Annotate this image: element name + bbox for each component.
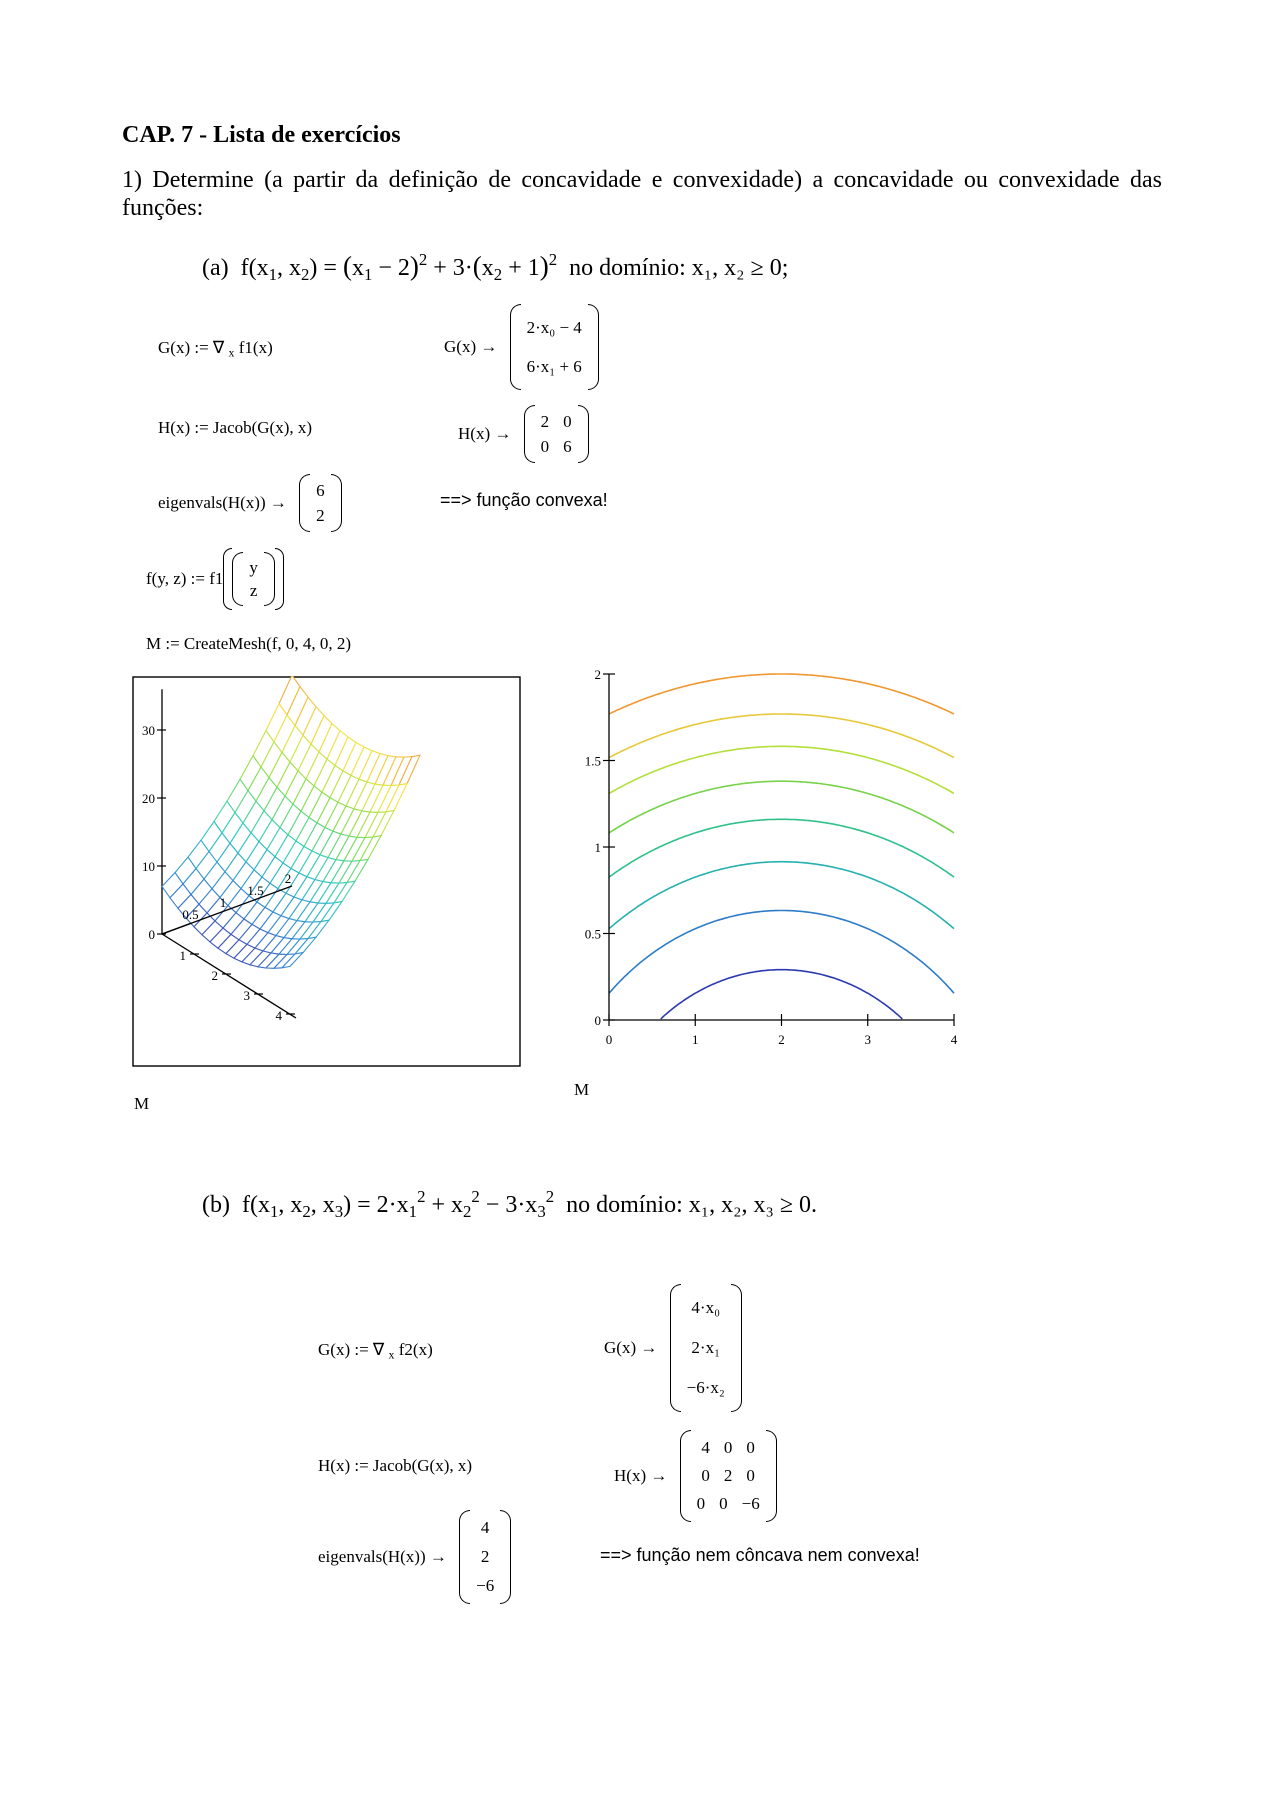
part-a-gradient-def: G(x) := ∇ $_x$ f1(x) [158,338,273,360]
surface-y-tick-label: 0.5 [182,907,199,922]
surface-z-tick-label: 10 [142,859,155,874]
part-b-domain: no domínio: x₁, x₂, x₃ ≥ 0. [566,1192,818,1219]
contour-y-tick-label: 0.5 [584,926,601,942]
contour-y-tick-label: 0 [594,1013,601,1028]
part-a-gradient-result: G(x) → 2·x₀ − 4 6·x₁ + 6 [444,304,599,390]
surface-y-tick-label: 1 [219,895,227,910]
contour-y-tick-label: 2 [594,667,601,682]
part-a-hessian-result: H(x) → 2 0 0 6 [458,405,589,463]
surface-z-tick-label: 0 [148,927,155,942]
contour-level-line [609,746,954,793]
contour-level-line [609,862,954,929]
part-a-formula: (a) $f(x_1$, $x_2) = (x_1 - 2)^2 + 3\cdot(x_2 + 1)^2$ no domínio: x₁, x₂ ≥ 0; [202,250,789,285]
contour-x-tick-label: 2 [778,1032,785,1047]
contour-y-tick-label: 1.5 [584,753,601,769]
part-a-hessian-def: H(x) := Jacob(G(x), x) [158,418,313,437]
part-a-mesh-def: M := CreateMesh(f, 0, 4, 0, 2) [146,634,352,653]
part-b-eigenvalues: eigenvals(H(x)) → 4 2 −6 [318,1510,511,1604]
contour-x-tick-label: 1 [692,1032,699,1047]
part-a-eigenvalues: eigenvals(H(x)) → 6 2 [158,474,342,532]
gb-row-1: 2·x₁ [691,1338,720,1357]
part-a-f-def: f(y, z) := f1 y z [146,548,284,610]
contour-x-tick-label: 3 [864,1032,871,1047]
surface-x-tick-label: 4 [275,1008,282,1023]
g-row-1: 6·x₁ + 6 [526,356,582,376]
g-row-0: 2·x₀ − 4 [526,317,582,337]
gb-row-2: −6·x₂ [686,1378,725,1397]
surface-x-tick-label: 1 [179,948,186,963]
contour-level-line [609,781,954,833]
contour-level-line [609,911,954,994]
surface-y-tick-label: 2 [284,871,292,886]
part-b-label: (b) [202,1192,230,1219]
part-b-gradient-def: G(x) := ∇ $_x$ f2(x) [318,1340,433,1362]
surface-z-tick-label: 20 [142,791,155,806]
surface-plot-label: M [134,1094,150,1113]
surface-z-tick-label: 30 [142,723,155,738]
contour-plot [565,664,965,1064]
surface-plot [132,676,522,1068]
contour-level-line [609,819,954,877]
contour-y-tick-label: 1 [594,840,601,855]
contour-x-tick-label: 0 [605,1032,613,1047]
part-b-formula: (b) $f(x_1$, $x_2$, $x_3) = 2\cdot x_1^2 + x_2^2 - 3\cdot x_3^2$ no domínio: x₁, x₂, x₃ ≥ 0. [202,1187,818,1222]
intro-paragraph: 1) Determine (a partir da definição de concavidade e convexidade) a concavidade ou convexidade das funções: [122,167,1162,221]
part-a-label: (a) [202,255,229,282]
gb-row-0: 4·x₀ [691,1298,720,1317]
part-a-domain: no domínio: x₁, x₂ ≥ 0; [569,255,789,282]
part-b-hessian-def: H(x) := Jacob(G(x), x) [318,1456,473,1475]
part-a-conclusion: ==> função convexa! [440,490,608,510]
contour-level-line [661,970,903,1019]
page-heading: CAP. 7 - Lista de exercícios [122,122,401,148]
surface-x-tick-label: 2 [211,968,218,983]
part-b-gradient-result: G(x) → 4·x₀ 2·x₁ −6·x₂ [604,1284,742,1412]
contour-level-line [609,674,954,714]
contour-plot-label: M [574,1080,590,1099]
part-b-hessian-result: H(x) → 4 0 0 0 2 0 0 0 −6 [614,1430,777,1522]
surface-x-tick-label: 3 [243,988,250,1003]
contour-level-line [609,714,954,758]
part-b-conclusion: ==> função nem côncava nem convexa! [600,1545,920,1565]
surface-y-tick-label: 1.5 [247,883,264,898]
contour-x-tick-label: 4 [950,1032,958,1047]
